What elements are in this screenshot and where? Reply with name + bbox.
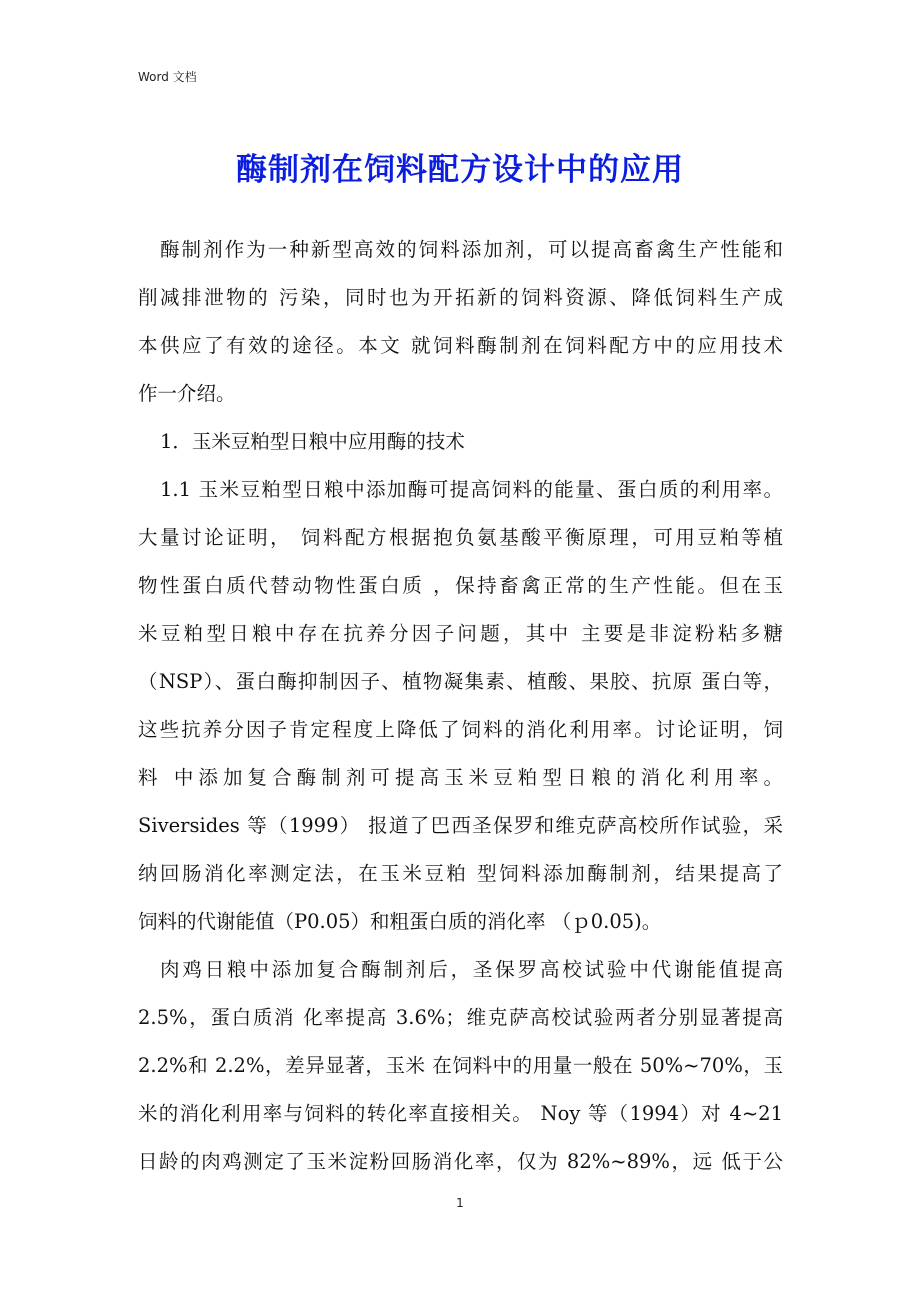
text-line: 米的消化利用率与饲料的转化率直接相关。 Noy 等（1994）对 4~21	[138, 1102, 783, 1125]
text-line: 2.5%，蛋白质消 化率提高 3.6%；维克萨高校试验两者分别显著提高	[138, 1006, 783, 1029]
text-line: （NSP）、蛋白酶抑制因子、植物凝集素、植酸、果胶、抗原 蛋白等，	[138, 670, 783, 693]
text-line: 这些抗养分因子肯定程度上降低了饲料的消化利用率。讨论证明，饲	[138, 718, 783, 741]
text-line: 作一介绍。	[138, 382, 236, 405]
text-line: 物性蛋白质代替动物性蛋白质 ，保持畜禽正常的生产性能。但在玉	[138, 574, 783, 597]
document-header-label: Word 文档	[138, 70, 197, 84]
text-line: 本供应了有效的途径。本文 就饲料酶制剂在饲料配方中的应用技术	[138, 334, 783, 357]
text-line: 米豆粕型日粮中存在抗养分因子问题，其中 主要是非淀粉粘多糖	[138, 622, 783, 645]
text-line: 2.2%和 2.2%，差异显著，玉米 在饲料中的用量一般在 50%~70%，玉	[138, 1054, 783, 1077]
document-title: 酶制剂在饲料配方设计中的应用	[236, 152, 684, 188]
section-heading: 1．玉米豆粕型日粮中应用酶的技术	[160, 430, 465, 453]
document-body	[138, 226, 783, 1186]
text-line: 1.1 玉米豆粕型日粮中添加酶可提高饲料的能量、蛋白质的利用率。	[160, 478, 783, 501]
text-line: 纳回肠消化率测定法，在玉米豆粕 型饲料添加酶制剂，结果提高了	[138, 862, 783, 885]
text-line: 料 中添加复合酶制剂可提高玉米豆粕型日粮的消化利用率。	[138, 766, 783, 789]
text-line: 削减排泄物的 污染，同时也为开拓新的饲料资源、降低饲料生产成	[138, 286, 783, 309]
text-line: Siversides 等（1999） 报道了巴西圣保罗和维克萨高校所作试验，采	[138, 814, 783, 837]
text-line: 肉鸡日粮中添加复合酶制剂后，圣保罗高校试验中代谢能值提高	[160, 958, 783, 981]
text-line: 日龄的肉鸡测定了玉米淀粉回肠消化率，仅为 82%~89%，远 低于公	[138, 1150, 783, 1173]
text-line: 大量讨论证明， 饲料配方根据抱负氨基酸平衡原理，可用豆粕等植	[138, 526, 783, 549]
text-line: 饲料的代谢能值（P0.05）和粗蛋白质的消化率 （ｐ0.05)。	[138, 910, 662, 933]
text-line: 酶制剂作为一种新型高效的饲料添加剂，可以提高畜禽生产性能和	[160, 238, 783, 261]
page-number: 1	[456, 1196, 464, 1210]
